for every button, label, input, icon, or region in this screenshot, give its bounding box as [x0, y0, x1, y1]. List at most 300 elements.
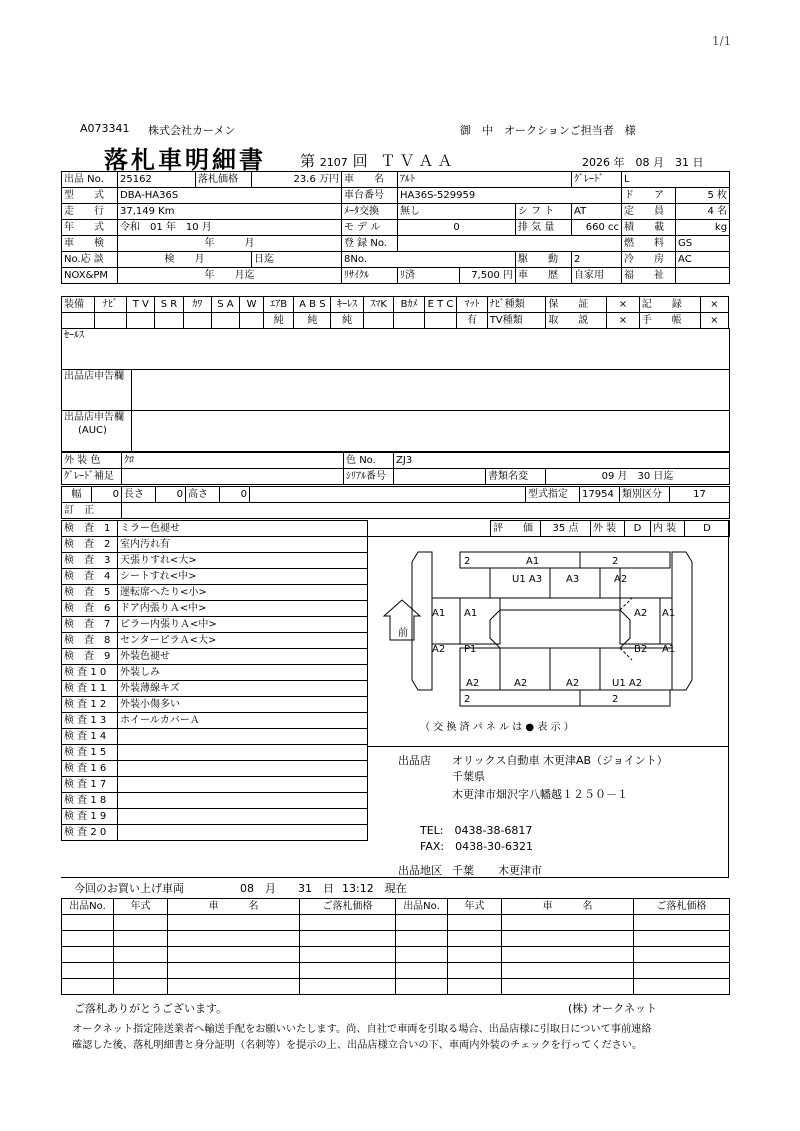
label-record: 記 録 [639, 297, 700, 313]
inspection-row [62, 617, 368, 633]
label-fuel: 燃 料 [622, 236, 676, 252]
diagram-label-l-a2-out: A2 [432, 644, 446, 655]
purchases-cell [396, 947, 448, 963]
purchases-cell [62, 915, 114, 931]
seller-store: オリックス自動車 木更津AB（ジョイント） [452, 754, 668, 767]
label-mileage: 走 行 [62, 204, 118, 220]
equip-header-sr: S R [155, 297, 183, 313]
equip-header-sa: S A [211, 297, 239, 313]
equip-value-backcam [394, 313, 424, 329]
label-displacement: 排 気 量 [516, 220, 572, 236]
label-serial: ｼﾘｱﾙ番号 [344, 469, 394, 485]
inspection-value: センターピラＡ<大> [118, 633, 368, 649]
recycle-status: ﾘ済 [398, 268, 460, 284]
model: 0 [398, 220, 516, 236]
inspection-label: 検 査 1 0 [62, 665, 118, 681]
inspection-value [118, 761, 368, 777]
inspection-value: シートすれ<中> [118, 569, 368, 585]
label-width: 幅 [62, 487, 92, 503]
session-suffix: 回 [352, 152, 368, 170]
right-panel-top-rule [367, 536, 729, 537]
label-eight-no: 8No. [342, 252, 516, 268]
diagram-label-bot-2b: 2 [612, 694, 619, 705]
inspection-label: 検 査 4 [62, 569, 118, 585]
panel-center [490, 610, 630, 648]
inspection-row [62, 809, 368, 825]
inspection-row [62, 825, 368, 841]
inspection-row [62, 729, 368, 745]
equip-value-leather [183, 313, 211, 329]
document-code: A073341 [80, 122, 130, 135]
seller-report [132, 370, 730, 411]
equip-header-mat: ﾏｯﾄ [457, 297, 487, 313]
label-load: 積 載 [622, 220, 676, 236]
label-notebook: 手 帳 [639, 313, 700, 329]
length: 0 [156, 487, 186, 503]
table-row [62, 915, 730, 931]
document-title: 落札車明細書 [104, 146, 266, 174]
diagram-label-roof-a1: A1 [526, 556, 540, 567]
label-meter-change: ﾒｰﾀ交換 [342, 204, 398, 220]
purchases-cell [396, 931, 448, 947]
inspection-value [118, 745, 368, 761]
label-seller-report-auc-sub: (AUC) [78, 425, 107, 436]
inspection-row [62, 633, 368, 649]
inspection-label: 検 査 9 [62, 649, 118, 665]
history: 自家用 [572, 268, 622, 284]
sales-remarks [62, 329, 730, 370]
panel-top-left [460, 552, 580, 568]
label-seller-report-auc-title: 出品店申告欄 [64, 412, 124, 423]
equip-header-keyless: ｷｰﾚｽ [331, 297, 364, 313]
footer-line-1: オークネット指定陸送業者へ輸送手配をお願いいたします。尚、自社で車両を引取る場合、出品店様に引取日について事前連絡 [72, 1024, 652, 1035]
label-sales: ｾｰﾙｽ [64, 330, 84, 341]
purchases-date: 08 月 31 日 [240, 882, 334, 895]
auction-name: ＴＶＡＡ [380, 152, 457, 170]
inspection-label: 検 査 1 9 [62, 809, 118, 825]
purchases-cell [634, 931, 730, 947]
inspection-value: 運転席へたり<小> [118, 585, 368, 601]
inspection-row [62, 537, 368, 553]
inspection-value: 外装小傷多い [118, 697, 368, 713]
panel-right-front [660, 598, 672, 644]
inspection-row [62, 777, 368, 793]
inspection-label: 検 査 1 1 [62, 681, 118, 697]
inspection-value: 室内汚れ有 [118, 537, 368, 553]
equip-value-sr [155, 313, 183, 329]
chassis-number: HA36S-529959 [398, 188, 622, 204]
type-spec: 17954 [580, 487, 620, 503]
label-welfare: 福 祉 [622, 268, 676, 284]
label-seller-store: 出品店 [398, 754, 431, 767]
label-capacity: 定 員 [622, 204, 676, 220]
serial-no [394, 469, 486, 485]
recycle-fee: 7,500 円 [460, 268, 516, 284]
label-recycle: ﾘｻｲｸﾙ [342, 268, 398, 284]
record: × [700, 297, 728, 313]
inspection-label: 検 査 1 [62, 521, 118, 537]
name-change-deadline: 09 月 30 日迄 [546, 469, 730, 485]
purchases-header: 年式 [114, 899, 168, 915]
purchases-cell [634, 979, 730, 995]
purchases-header: 出品No. [62, 899, 114, 915]
label-type-spec: 型式指定 [526, 487, 580, 503]
equip-header-tv: T V [127, 297, 155, 313]
purchases-cell [300, 963, 396, 979]
label-until-day: 日迄 [252, 252, 342, 268]
evaluation-table [490, 520, 730, 537]
equip-blank [62, 313, 95, 329]
purchases-caption: 今回のお買い上げ車両 [74, 882, 184, 895]
label-history: 車 歴 [516, 268, 572, 284]
inspection-row [62, 585, 368, 601]
purchases-cell [62, 979, 114, 995]
purchases-cell [634, 915, 730, 931]
purchases-table [61, 898, 730, 995]
inspection-label: 検 査 7 [62, 617, 118, 633]
table-row [62, 963, 730, 979]
manual: × [607, 313, 640, 329]
inspection-value: 外装色褪せ [118, 649, 368, 665]
diagram-label-b-a2c: A2 [566, 678, 580, 689]
inspection-row [62, 697, 368, 713]
equip-value-tv [127, 313, 155, 329]
equip-header-navi: ﾅﾋﾞ [94, 297, 127, 313]
meter-change: 無し [398, 204, 516, 220]
inspection-table [61, 520, 368, 841]
footer-line-2: 確認した後、落札明細書と身分証明（名刺等）を提示の上、出品店様立合いの下、車両内外装のチェックを行ってください。 [72, 1040, 643, 1051]
equip-header-abs: A B S [294, 297, 331, 313]
session-number: 2107 [319, 156, 348, 169]
purchases-cell [396, 915, 448, 931]
dimensions-blank [250, 487, 526, 503]
purchases-cell [634, 947, 730, 963]
inspection-label: 検 査 1 2 [62, 697, 118, 713]
color-no: ZJ3 [394, 453, 730, 469]
grade-supplement [122, 469, 344, 485]
label-nox: NOX&PM [62, 268, 118, 284]
drive: 2 [572, 252, 622, 268]
label-manual: 取 説 [546, 313, 607, 329]
label-length: 長さ [122, 487, 156, 503]
equip-value-smartkey [363, 313, 393, 329]
label-car-name: 車 名 [342, 172, 398, 188]
inspection-label: 検 査 1 4 [62, 729, 118, 745]
purchases-header: 車 名 [502, 899, 634, 915]
inspection-expiry: 年 月 [118, 236, 342, 252]
session-label [300, 150, 456, 171]
inspection-row [62, 665, 368, 681]
inspection-label: 検 査 1 5 [62, 745, 118, 761]
diagram-label-top-2b: 2 [612, 556, 619, 567]
purchases-cell [114, 963, 168, 979]
purchases-cell [300, 947, 396, 963]
inspection-month: 検 月 [118, 252, 252, 268]
label-interior-grade: 内 装 [651, 521, 685, 537]
inspection-row [62, 601, 368, 617]
purchases-header: 車 名 [168, 899, 300, 915]
diagram-label-r-a1-out: A1 [662, 608, 676, 619]
footer-company: (株) オークネット [568, 1002, 657, 1015]
purchases-time: 13:12 現在 [342, 882, 407, 895]
label-class: 類別区分 [620, 487, 670, 503]
inspection-label: 検 査 2 [62, 537, 118, 553]
inspection-bottom-rule [61, 877, 729, 878]
dimensions-table [61, 486, 730, 519]
purchases-cell [448, 931, 502, 947]
mileage: 37,149 Km [118, 204, 342, 220]
warranty: × [607, 297, 640, 313]
purchases-cell [168, 963, 300, 979]
diagram-label-bot-2a: 2 [464, 694, 471, 705]
diagram-legend: （ 交 換 済 パ ネ ル は ● 表 示 ） [420, 722, 574, 733]
equip-header-etc: E T C [424, 297, 457, 313]
inspection-row [62, 553, 368, 569]
purchases-cell [114, 979, 168, 995]
seller-tel: TEL: 0438-38-6817 [420, 824, 533, 837]
inspection-row [62, 569, 368, 585]
diagram-label-r-a2-in: A2 [634, 608, 648, 619]
label-year: 年 式 [62, 220, 118, 236]
seller-prefecture: 千葉県 [452, 770, 485, 783]
equip-header-leather: ｶﾜ [183, 297, 211, 313]
front-label: 前 [398, 628, 408, 639]
model-year: 令和 01 年 10 月 [118, 220, 342, 236]
door-count: 5 枚 [676, 188, 730, 204]
body-outline-right [672, 552, 692, 690]
panel-left-door [460, 598, 500, 644]
inspection-label: 検 査 8 [62, 633, 118, 649]
label-equipment: 装備 [62, 297, 95, 313]
purchases-cell [502, 963, 634, 979]
label-door: ド ア [622, 188, 676, 204]
diagram-label-p1: P1 [464, 644, 477, 655]
correction [122, 503, 730, 519]
purchases-header: 出品No. [396, 899, 448, 915]
inspection-value: ドア内張りＡ<中> [118, 601, 368, 617]
load-capacity: kg [676, 220, 730, 236]
purchases-cell [502, 931, 634, 947]
purchases-cell [396, 979, 448, 995]
label-warranty: 保 証 [546, 297, 607, 313]
label-grade: ｸﾞﾚｰﾄﾞ [572, 172, 622, 188]
inspection-label: 検 査 1 8 [62, 793, 118, 809]
inspection-label: 検 査 2 0 [62, 825, 118, 841]
table-row [62, 931, 730, 947]
inspection-row [62, 649, 368, 665]
diagram-label-b-u1a2: U1 A2 [612, 678, 643, 689]
inspection-row [62, 713, 368, 729]
fuel: GS [676, 236, 730, 252]
purchases-cell [502, 979, 634, 995]
label-height: 高さ [186, 487, 220, 503]
buyer-company: 株式会社カーメン [148, 124, 236, 137]
inspection-value: 天張りすれ<大> [118, 553, 368, 569]
label-registration: 登 録 No. [342, 236, 398, 252]
inspection-label: 検 査 1 7 [62, 777, 118, 793]
purchases-cell [448, 963, 502, 979]
equip-header-smartkey: ｽﾏK [363, 297, 393, 313]
seller-address: 木更津市畑沢字八幡越１２５０－１ [452, 788, 628, 801]
panel-bottom-strip-right [580, 690, 670, 706]
label-negotiation: No.応 談 [62, 252, 118, 268]
label-type: 型 式 [62, 188, 118, 204]
diagram-label-l-a1-out: A1 [432, 608, 446, 619]
label-seller-report: 出品店申告欄 [62, 370, 132, 411]
purchases-cell [634, 963, 730, 979]
car-name: ｱﾙﾄ [398, 172, 572, 188]
diagram-label-r-a1-out2: A1 [662, 644, 676, 655]
equip-value-mat: 有 [457, 313, 487, 329]
purchases-cell [114, 947, 168, 963]
purchases-cell [114, 931, 168, 947]
panel-bottom-strip-left [460, 690, 580, 706]
label-ac: 冷 房 [622, 252, 676, 268]
label-seller-region: 出品地区 [398, 864, 442, 877]
footer-thanks: ご落札ありがとうございます。 [74, 1002, 228, 1015]
inspection-value [118, 809, 368, 825]
label-chassis: 車台番号 [342, 188, 398, 204]
vehicle-info-table [61, 171, 730, 284]
inspection-row [62, 745, 368, 761]
shift: AT [572, 204, 622, 220]
purchases-cell [168, 931, 300, 947]
label-evaluation: 評 価 [491, 521, 541, 537]
diagram-label-u1a3: U1 A3 [512, 574, 543, 585]
purchases-cell [448, 915, 502, 931]
seller-fax: FAX: 0438-30-6321 [420, 840, 534, 853]
inspection-label: 検 査 5 [62, 585, 118, 601]
inspection-label: 検 査 3 [62, 553, 118, 569]
lot-no: 25162 [118, 172, 196, 188]
purchases-cell [300, 915, 396, 931]
label-tv-type: TV種類 [487, 313, 546, 329]
class: 17 [670, 487, 730, 503]
color-table [61, 452, 730, 485]
inspection-value [118, 825, 368, 841]
inspection-row [62, 761, 368, 777]
inspection-value: ミラー色褪せ [118, 521, 368, 537]
purchases-header: ご落札価格 [300, 899, 396, 915]
exterior-grade: D [625, 521, 651, 537]
purchases-cell [448, 947, 502, 963]
session-prefix: 第 [300, 152, 316, 170]
equip-value-navi [94, 313, 127, 329]
winning-price: 23.6 万円 [252, 172, 342, 188]
label-drive: 駆 動 [516, 252, 572, 268]
inspection-label: 検 査 1 3 [62, 713, 118, 729]
diagram-label-top-2a: 2 [464, 556, 471, 567]
equip-value-airbag: 純 [263, 313, 293, 329]
diagram-label-b-a2b: A2 [514, 678, 528, 689]
panel-top-right [580, 552, 670, 568]
label-price: 落札価格 [196, 172, 252, 188]
inspection-value: 外装しみ [118, 665, 368, 681]
panel-right-door [620, 598, 660, 644]
page-number: 1/1 [712, 34, 732, 48]
welfare [676, 268, 730, 284]
right-panel-edge [728, 520, 729, 878]
equip-value-etc [424, 313, 457, 329]
exterior-color: ｸﾛ [122, 453, 344, 469]
inspection-row [62, 681, 368, 697]
inspection-label: 検 査 6 [62, 601, 118, 617]
purchases-cell [448, 979, 502, 995]
width: 0 [92, 487, 122, 503]
purchases-cell [502, 915, 634, 931]
evaluation-score: 35 点 [541, 521, 591, 537]
height: 0 [220, 487, 250, 503]
label-inspection: 車 検 [62, 236, 118, 252]
air-conditioner: AC [676, 252, 730, 268]
diagram-label-a2-tr: A2 [614, 574, 628, 585]
inspection-value: ホイールカバーＡ [118, 713, 368, 729]
inspection-row [62, 793, 368, 809]
nox-expiry: 年 月迄 [118, 268, 342, 284]
grade: L [622, 172, 730, 188]
model-type: DBA-HA36S [118, 188, 342, 204]
diagram-label-b2: B2 [634, 644, 648, 655]
car-damage-diagram [370, 540, 728, 740]
inspection-value [118, 777, 368, 793]
table-row [62, 947, 730, 963]
purchases-cell [62, 963, 114, 979]
inspection-value: 外装薄線キズ [118, 681, 368, 697]
equip-header-backcam: Bｶﾒ [394, 297, 424, 313]
inspection-label: 検 査 1 6 [62, 761, 118, 777]
label-shift: シ フ ト [516, 204, 572, 220]
document-date: 2026 年 08 月 31 日 [582, 156, 704, 169]
purchases-cell [168, 979, 300, 995]
registration-no [398, 236, 622, 252]
interior-grade: D [685, 521, 730, 537]
label-exterior-color: 外 装 色 [62, 453, 122, 469]
equip-header-w: W [240, 297, 264, 313]
purchases-cell [114, 915, 168, 931]
table-row [62, 979, 730, 995]
label-navi-type: ﾅﾋﾞ種類 [487, 297, 546, 313]
equip-value-keyless: 純 [331, 313, 364, 329]
purchases-cell [396, 963, 448, 979]
equip-value-sa [211, 313, 239, 329]
purchases-header: 年式 [448, 899, 502, 915]
label-lot-no: 出品 No. [62, 172, 118, 188]
inspection-value [118, 729, 368, 745]
diagram-label-b-a2a: A2 [466, 678, 480, 689]
seller-region-city: 木更津市 [498, 864, 542, 877]
inspection-row [62, 521, 368, 537]
seller-region-prefecture: 千葉 [452, 864, 474, 877]
label-seller-report-auc [62, 411, 132, 452]
inspection-value [118, 793, 368, 809]
purchases-cell [168, 915, 300, 931]
diagram-label-a3: A3 [566, 574, 580, 585]
displacement: 660 cc [572, 220, 622, 236]
label-exterior-grade: 外 装 [591, 521, 625, 537]
inspection-value: ピラー内張りＡ<中> [118, 617, 368, 633]
addressee: 御 中 オークションご担当者 様 [460, 124, 636, 137]
purchases-cell [300, 931, 396, 947]
purchases-cell [62, 947, 114, 963]
label-name-change: 書類名変 [486, 469, 546, 485]
purchases-cell [502, 947, 634, 963]
remarks-table [61, 328, 730, 452]
body-outline-left [412, 552, 432, 690]
label-correction: 訂 正 [62, 503, 122, 519]
diagram-label-l-a1-in: A1 [464, 608, 478, 619]
label-grade-supplement: ｸﾞﾚｰﾄﾞ補足 [62, 469, 122, 485]
purchases-header: ご落札価格 [634, 899, 730, 915]
